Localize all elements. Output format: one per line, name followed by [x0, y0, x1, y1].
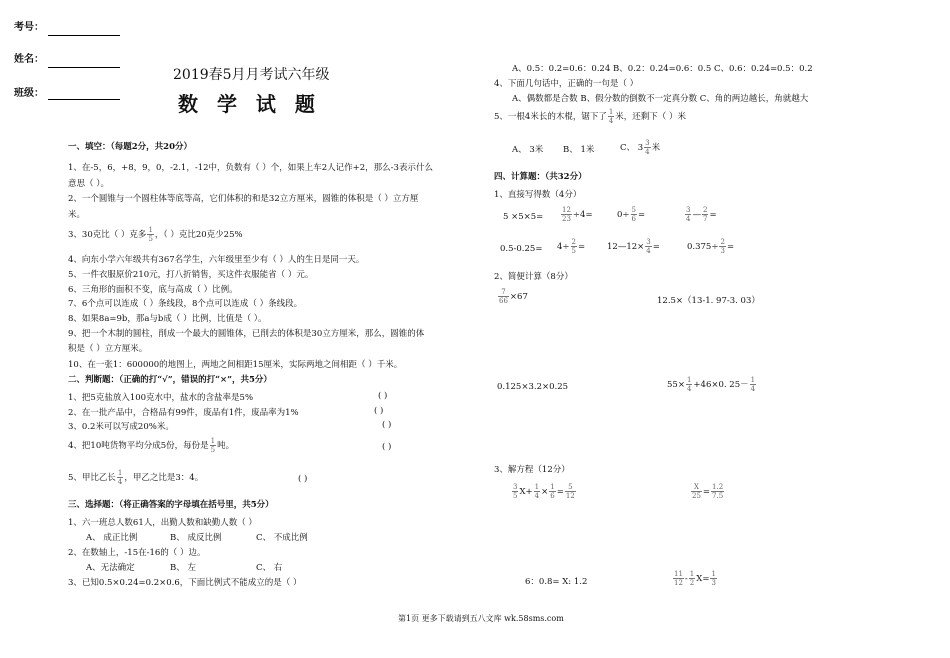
question-text: 6、三角形的面积不变，底与高成（ ）比例。: [68, 285, 238, 295]
equation: $\frac{11}{12}$ - $\frac{1}{2}$ X= $\frac{1}{3}$: [674, 570, 716, 587]
name-line: [48, 67, 120, 68]
question-text: 积是（ ）立方厘米。: [68, 344, 148, 354]
section-calc-title: 四、计算题：（共32分）: [494, 172, 587, 182]
question-row: [494, 108, 686, 125]
question-text: 8、如果8a=9b，那a与b成（ ）比例，比值是（ ）。: [68, 314, 267, 324]
equation: $\frac{X}{25}$ = $\frac{1.2}{7.5}$: [692, 483, 724, 500]
fraction: $\frac{1}{4}$: [534, 483, 540, 500]
question-text: 4、向东小学六年级共有367名学生，六年级里至少有（ ）人的生日是同一天。: [68, 255, 365, 265]
option-text: C、 3: [620, 143, 644, 153]
answer-paren: ( ): [382, 442, 392, 452]
question-text: 7、6个点可以连成（ ）条线段，8个点可以连成（ ）条线段。: [68, 299, 303, 309]
calc-item: 4÷ $\frac{2}{5}$ =: [557, 238, 586, 255]
option-text: C、 不成比例: [256, 533, 308, 543]
calc-item: 0.375÷ $\frac{2}{3}$ =: [687, 238, 735, 255]
question-text: 1、六一班总人数61人，出勤人数和缺勤人数（ ）: [68, 518, 257, 528]
answer-paren: ( ): [378, 391, 388, 401]
question-text: 2、一个圆锥与一个圆柱体等底等高，它们体积的和是32立方厘米，圆锥的体积是（ ）立方厘: [68, 194, 419, 204]
question-text: 4、下面几句话中，正确的一句是（ ）: [494, 79, 639, 89]
fraction: $\frac{12}{23}$: [562, 206, 571, 223]
question-text: 3、30克比（ ）克多: [68, 230, 147, 240]
name-label: 姓名：: [14, 54, 44, 65]
subsection-title: 1、直接写得数（4分）: [494, 190, 582, 200]
calc-item: 0÷ $\frac{5}{6}$ =: [617, 206, 646, 223]
fraction: $\frac{1}{5}$: [210, 437, 216, 454]
option-text: A、 3米: [512, 145, 544, 155]
calc-item: 12—12× $\frac{3}{4}$ =: [607, 238, 660, 255]
fraction: $\frac{X}{25}$: [692, 483, 701, 500]
question-text: 1、把5克盐放入100克水中，盐水的含盐率是5%: [68, 393, 254, 403]
fraction: $\frac{2}{3}$: [720, 238, 725, 255]
question-text: 意思（ ）。: [68, 179, 109, 189]
question-row: [68, 226, 243, 243]
calc-item: 55× $\frac{1}{4}$ +46×0. 25－ $\frac{1}{4}$: [667, 376, 756, 393]
calc-item: 0.5-0.25=: [500, 244, 543, 254]
fraction: $\frac{3}{5}$: [513, 483, 518, 500]
fraction: $\frac{1}{3}$: [711, 570, 716, 587]
question-text: 5、一件衣服原价210元，打八折销售，买这件衣服能省（ ）元。: [68, 270, 314, 280]
section-fill-blank-title: 一、填空：（每题2分，共20分）: [68, 142, 192, 152]
option-row: [620, 139, 660, 156]
calc-item: $\frac{3}{4}$ — $\frac{2}{7}$ =: [686, 206, 717, 223]
option-text: B、 1米: [563, 145, 595, 155]
calc-item: 12.5×（13-1. 97-3. 03）: [657, 296, 760, 306]
exam-title: 2019春5月月考试六年级: [173, 67, 330, 83]
fraction: $\frac{1}{2}$: [689, 570, 695, 587]
section-judgment-title: 二、判断题：（正确的打“√”，错误的打“×”，共5分）: [68, 375, 272, 385]
question-text: ，甲乙之比是3：4。: [124, 473, 204, 483]
option-text: A、无法确定: [86, 563, 135, 573]
class-line: [48, 99, 120, 100]
question-row: [68, 437, 234, 454]
question-text: 5、甲比乙长: [68, 473, 116, 483]
fraction: $\frac{5}{6}$: [631, 206, 636, 223]
calc-item: $\frac{12}{23}$ ÷4=: [562, 206, 593, 223]
option-text: A、0.5：0.2=0.6：0.24 B、0.2：0.24=0.6：0.5 C、0.6：0.24=0.5：0.2: [512, 64, 813, 74]
option-text: A、 成正比例: [86, 533, 138, 543]
equation: 6：0.8= X: 1.2: [525, 577, 588, 587]
subsection-title: 2、简便计算（8分）: [494, 272, 573, 282]
fraction: $\frac{1}{4}$: [750, 376, 756, 393]
question-text: 3、已知0.5×0.24=0.2×0.6，下面比例式不能成立的是（ ）: [68, 578, 302, 588]
question-text: 10、在一张1：600000的地图上，两地之间相距15厘米，实际两地之间相距（ ）千米。: [68, 360, 403, 370]
exam-subtitle: 数 学 试 题: [178, 92, 321, 116]
fraction: $\frac{3}{4}$: [645, 139, 650, 156]
subsection-title: 3、解方程（12分）: [494, 465, 570, 475]
fraction: $\frac{1.2}{7.5}$: [712, 483, 724, 500]
question-row: [68, 469, 203, 486]
answer-paren: ( ): [374, 406, 384, 416]
class-label: 班级：: [14, 88, 44, 99]
equation: $\frac{3}{5}$ X+ $\frac{1}{4}$ × $\frac{1}{6}$ = $\frac{5}{12}$: [513, 483, 575, 500]
option-text: C、 右: [256, 563, 283, 573]
question-text: 4、把10吨货物平均分成5份，每份是: [68, 441, 209, 451]
question-text: 5、一根4米长的木棍，锯下了: [494, 112, 607, 122]
option-text: 米: [651, 143, 661, 153]
question-text: 2、在一批产品中，合格品有99件，废品有1件，废品率为1%: [68, 408, 299, 418]
fraction: $\frac{3}{4}$: [686, 206, 691, 223]
fraction: $\frac{1}{6}$: [550, 483, 555, 500]
option-text: A、偶数都是合数 B、假分数的倒数不一定真分数 C、角的两边越长，角就越大: [512, 94, 809, 104]
fraction: $\frac{1}{5}$: [148, 226, 153, 243]
fraction: $\frac{1}{4}$: [686, 376, 692, 393]
exam-number-line: [48, 35, 120, 36]
fraction: $\frac{1}{4}$: [117, 469, 123, 486]
calc-item: 5 ×5×5=: [503, 212, 544, 222]
option-text: B、 成反比例: [170, 533, 222, 543]
calc-item: $\frac{7}{66}$ ×67: [499, 288, 528, 305]
fraction: $\frac{7}{66}$: [499, 288, 508, 305]
fraction: $\frac{1}{4}$: [608, 108, 614, 125]
exam-number-label: 考号：: [14, 22, 44, 33]
question-text: 米，还剩下（ ）米: [615, 112, 686, 122]
fraction: $\frac{2}{7}$: [702, 206, 708, 223]
option-text: B、 左: [170, 563, 196, 573]
question-text: 吨。: [217, 441, 235, 451]
fraction: $\frac{2}{5}$: [571, 238, 576, 255]
answer-paren: ( ): [382, 420, 392, 430]
fraction: $\frac{5}{12}$: [565, 483, 575, 500]
calc-item: 0.125×3.2×0.25: [497, 382, 569, 392]
question-text: 米。: [68, 210, 86, 220]
answer-paren: ( ): [298, 474, 308, 484]
question-text: 3、0.2米可以写成20%米。: [68, 422, 174, 432]
question-text: ，（ ）克比20克少25%: [154, 230, 243, 240]
fraction: $\frac{11}{12}$: [674, 570, 683, 587]
page-footer: 第1页 更多下载请到五八文库 wk.58sms.com: [398, 614, 564, 623]
question-text: 1、在-5，6，+8，9，0，-2.1，-12中，负数有（ ）个，如果上车2人记作+2，那么-3表示什么: [68, 163, 433, 173]
section-choice-title: 三、选择题：（将正确答案的字母填在括号里，共5分）: [68, 500, 274, 510]
question-text: 9、把一个木制的圆柱，削成一个最大的圆锥体，已削去的体积是30立方厘米，那么，圆锥的体: [68, 329, 425, 339]
fraction: $\frac{3}{4}$: [646, 238, 651, 255]
question-text: 2、在数轴上，-15在-16的（ ）边。: [68, 548, 206, 558]
